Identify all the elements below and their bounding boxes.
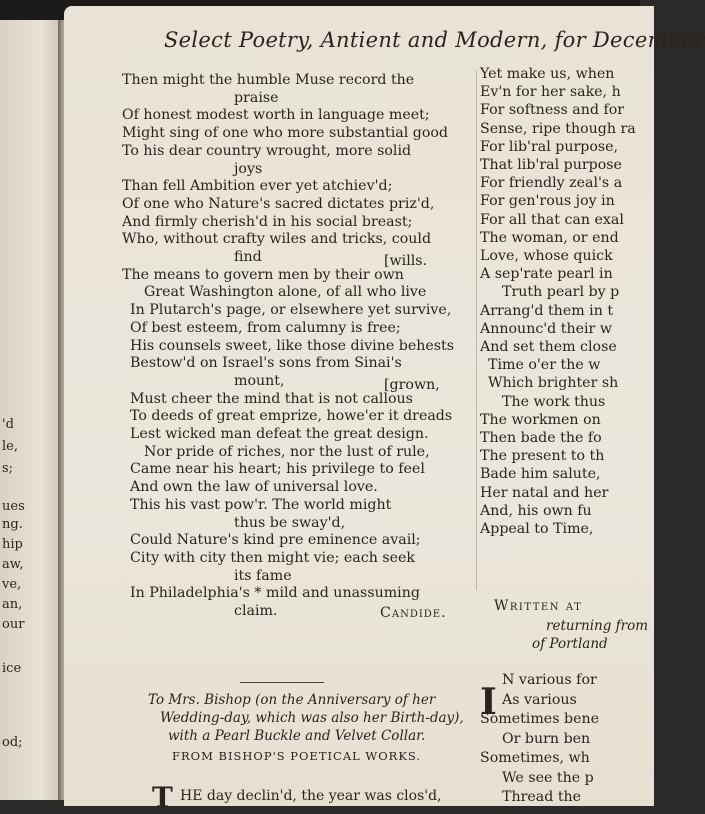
- left-page-fragment: our: [2, 617, 25, 632]
- poem-line: And own the law of universal love.: [130, 479, 378, 496]
- dedication-line-3: with a Pearl Buckle and Velvet Collar.: [168, 728, 426, 744]
- right-column-line: Love, whose quick: [480, 248, 613, 264]
- poem-line: joys: [234, 160, 263, 177]
- right-column-line: Yet make us, when: [480, 66, 615, 82]
- left-page-fragment: le,: [2, 439, 18, 454]
- right-section-sub-1: returning from: [546, 618, 649, 634]
- right-poem-line: Sometimes, wh: [480, 750, 590, 766]
- right-column-line: For lib'ral purpose,: [480, 138, 619, 155]
- poem-line: [wills.: [384, 253, 428, 269]
- poem-line: Came near his heart; his privilege to feel: [130, 461, 425, 478]
- right-column-line: Bade him salute,: [480, 466, 601, 483]
- poem-line: Who, without crafty wiles and tricks, could: [122, 231, 432, 248]
- right-section-sub-2: of Portland: [532, 636, 608, 652]
- right-poem-line: Or burn ben: [502, 730, 591, 747]
- poem-line: [grown,: [384, 376, 440, 393]
- poem-line: its fame: [234, 567, 292, 584]
- poem-line: Of one who Nature's sacred dictates priz'd,: [122, 195, 435, 212]
- drop-cap-left: T: [152, 781, 173, 814]
- poem-line: And firmly cherish'd in his social breast;: [122, 213, 413, 230]
- poem-line: Must cheer the mind that is not callous: [130, 390, 413, 407]
- poem-line: Could Nature's kind pre eminence avail;: [130, 532, 421, 549]
- drop-cap-right: I: [480, 681, 497, 723]
- right-column-line: Which brighter sh: [488, 375, 619, 392]
- right-column-line: For all that can exal: [480, 211, 624, 228]
- left-page-fragment: an,: [2, 597, 23, 612]
- right-column-line: Time o'er the w: [488, 357, 601, 374]
- poem-line: The means to govern men by their own: [122, 266, 404, 283]
- poem-line: Lest wicked man defeat the great design.: [130, 426, 429, 442]
- poem-line: Might sing of one who more substantial good: [122, 125, 449, 142]
- poem-line: Nor pride of riches, nor the lust of rule,: [144, 443, 430, 460]
- poem-first-line: HE day declin'd, the year was clos'd,: [180, 788, 442, 804]
- poem-line: mount,: [234, 372, 285, 389]
- poem-line: In Plutarch's page, or elsewhere yet survive,: [130, 302, 452, 319]
- poem-line: His counsels sweet, like those divine behests: [130, 337, 455, 354]
- left-page-fragment: ues: [2, 499, 25, 514]
- left-page-edge: [0, 20, 60, 800]
- source-credit: FROM BISHOP'S POETICAL WORKS.: [172, 749, 422, 763]
- left-page-fragment: 'd: [2, 417, 14, 432]
- poem-line: thus be sway'd,: [234, 514, 346, 531]
- right-poem-line: We see the p: [502, 769, 594, 786]
- newspaper-page: [64, 6, 705, 814]
- section-rule: [240, 682, 324, 683]
- poem-line: Than fell Ambition ever yet atchiev'd;: [122, 178, 393, 195]
- dedication-line-1: To Mrs. Bishop (on the Anniversary of her: [148, 692, 436, 708]
- right-column-line: The workmen on: [480, 411, 601, 428]
- page-header: Select Poetry, Antient and Modern, for December: [164, 28, 705, 52]
- poem-line: In Philadelphia's * mild and unassuming: [130, 585, 420, 602]
- column-divider: [476, 70, 477, 590]
- right-column-line: Sense, ripe though ra: [480, 120, 636, 137]
- right-poem-line: N various for: [502, 672, 597, 688]
- right-column-line: The present to th: [480, 448, 605, 465]
- dedication-line-2: Wedding-day, which was also her Birth-day),: [160, 710, 464, 726]
- right-poem-line: Sometimes bene: [480, 711, 600, 727]
- right-column-line: Then bade the fo: [480, 430, 602, 446]
- left-page-fragment: ng.: [2, 517, 23, 532]
- right-column-line: And set them close: [480, 339, 617, 355]
- right-column-line: For friendly zeal's a: [480, 175, 623, 192]
- poem-line: Then might the humble Muse record the: [122, 72, 415, 88]
- right-poem-line: Thread the: [502, 789, 582, 805]
- poem-line: Of best esteem, from calumny is free;: [130, 319, 401, 336]
- right-poem-line: As various: [502, 691, 577, 708]
- poem-line: praise: [234, 89, 279, 106]
- right-column-line: The work thus: [502, 393, 606, 410]
- poem-line: Great Washington alone, of all who live: [144, 284, 427, 301]
- right-column-line: That lib'ral purpose: [480, 157, 622, 173]
- right-column-line: Ev'n for her sake, h: [480, 84, 621, 101]
- poem-line: find: [234, 249, 262, 265]
- right-column-line: For softness and for: [480, 102, 625, 119]
- poem-line: To his dear country wrought, more solid: [122, 142, 412, 159]
- left-page-fragment: od;: [2, 735, 23, 750]
- right-column-line: Truth pearl by p: [502, 284, 620, 301]
- left-page-fragment: aw,: [2, 557, 24, 572]
- right-column-line: Appeal to Time,: [480, 521, 594, 537]
- poem-line: Candide.: [380, 605, 447, 621]
- right-section-heading: Written at: [494, 598, 583, 614]
- right-column-line: Her natal and her: [480, 484, 609, 501]
- right-column-line: A sep'rate pearl in: [480, 266, 613, 283]
- right-column-line: The woman, or end: [480, 229, 619, 246]
- poem-line: claim.: [234, 603, 278, 619]
- poem-line: This his vast pow'r. The world might: [130, 496, 392, 513]
- left-page-fragment: ve,: [2, 577, 22, 592]
- left-page-fragment: hip: [2, 537, 23, 552]
- right-column-line: And, his own fu: [480, 502, 592, 519]
- right-column-line: For gen'rous joy in: [480, 193, 615, 210]
- poem-line: Bestow'd on Israel's sons from Sinai's: [130, 355, 402, 372]
- right-column-line: Announc'd their w: [480, 320, 612, 337]
- poem-line: Of honest modest worth in language meet;: [122, 107, 430, 124]
- poem-line: To deeds of great emprize, howe'er it dreads: [130, 408, 453, 425]
- poem-line: City with city then might vie; each seek: [130, 549, 416, 566]
- left-page-fragment: ice: [2, 661, 22, 676]
- right-column-line: Arrang'd them in t: [480, 302, 614, 319]
- left-page-fragment: s;: [2, 461, 14, 476]
